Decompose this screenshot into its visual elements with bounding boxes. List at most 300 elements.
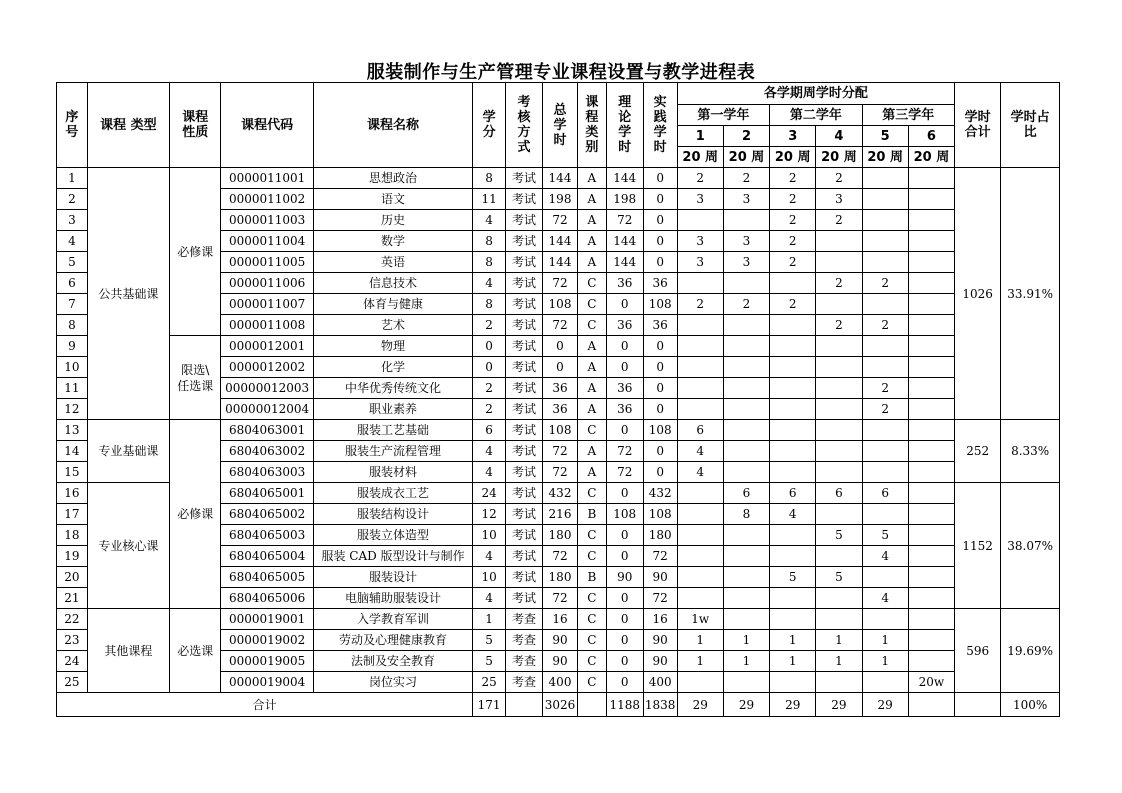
course-name: 中华优秀传统文化 <box>313 378 472 399</box>
row-seq: 7 <box>57 294 88 315</box>
semester-hours <box>908 231 954 252</box>
header-hours-sum: 学时 合计 <box>955 83 1001 168</box>
table-body <box>57 168 1060 717</box>
header-ratio: 学时占 比 <box>1001 83 1060 168</box>
header-theory: 理 论 学 时 <box>606 83 643 168</box>
course-total-hours: 108 <box>543 294 578 315</box>
course-practice-hours: 0 <box>643 336 677 357</box>
row-seq: 23 <box>57 630 88 651</box>
course-credit: 5 <box>473 630 506 651</box>
course-nature-cell: 必修课 <box>170 420 221 609</box>
course-total-hours: 72 <box>543 210 578 231</box>
semester-hours: 2 <box>816 210 862 231</box>
page-title: 服装制作与生产管理专业课程设置与教学进程表 <box>366 62 756 83</box>
course-code: 0000011007 <box>221 294 313 315</box>
course-category: C <box>577 651 606 672</box>
semester-hours <box>677 672 723 693</box>
header-credit: 学 分 <box>473 83 506 168</box>
row-seq: 11 <box>57 378 88 399</box>
semester-hours: 6 <box>816 483 862 504</box>
semester-hours: 2 <box>862 378 908 399</box>
semester-hours <box>723 357 769 378</box>
course-name: 物理 <box>313 336 472 357</box>
table-row <box>57 420 1060 441</box>
course-credit: 4 <box>473 546 506 567</box>
course-practice-hours: 108 <box>643 504 677 525</box>
course-practice-hours: 400 <box>643 672 677 693</box>
course-practice-hours: 72 <box>643 588 677 609</box>
course-category: C <box>577 546 606 567</box>
course-practice-hours: 36 <box>643 315 677 336</box>
course-credit: 24 <box>473 483 506 504</box>
header-semester: 2 <box>723 126 769 147</box>
semester-hours: 3 <box>816 189 862 210</box>
course-theory-hours: 0 <box>606 483 643 504</box>
course-credit: 4 <box>473 210 506 231</box>
course-code: 0000011003 <box>221 210 313 231</box>
course-name: 服装设计 <box>313 567 472 588</box>
semester-hours: 3 <box>723 189 769 210</box>
course-name: 化学 <box>313 357 472 378</box>
semester-hours <box>770 525 816 546</box>
header-semester-title: 各学期周学时分配 <box>677 83 954 105</box>
course-category: C <box>577 672 606 693</box>
course-theory-hours: 144 <box>606 231 643 252</box>
semester-hours: 3 <box>677 231 723 252</box>
header-weeks: 20 周 <box>770 147 816 168</box>
course-exam: 考试 <box>506 588 543 609</box>
semester-hours <box>677 546 723 567</box>
course-practice-hours: 108 <box>643 294 677 315</box>
course-credit: 4 <box>473 273 506 294</box>
semester-hours <box>908 483 954 504</box>
course-code: 0000011005 <box>221 252 313 273</box>
semester-hours: 1 <box>816 651 862 672</box>
semester-hours: 1 <box>862 651 908 672</box>
course-name: 职业素养 <box>313 399 472 420</box>
total-semester-hours: 29 <box>770 693 816 717</box>
semester-hours <box>908 273 954 294</box>
semester-hours: 6 <box>862 483 908 504</box>
course-name: 体育与健康 <box>313 294 472 315</box>
semester-hours <box>908 420 954 441</box>
semester-hours <box>908 315 954 336</box>
semester-hours <box>908 168 954 189</box>
course-total-hours: 198 <box>543 189 578 210</box>
header-semester: 6 <box>908 126 954 147</box>
semester-hours <box>862 357 908 378</box>
semester-hours <box>862 672 908 693</box>
semester-hours <box>677 525 723 546</box>
semester-hours: 5 <box>816 525 862 546</box>
course-name: 劳动及心理健康教育 <box>313 630 472 651</box>
course-exam: 考试 <box>506 252 543 273</box>
semester-hours: 2 <box>816 315 862 336</box>
course-name: 电脑辅助服装设计 <box>313 588 472 609</box>
course-code: 0000019005 <box>221 651 313 672</box>
course-theory-hours: 72 <box>606 210 643 231</box>
semester-hours <box>723 336 769 357</box>
group-hours-sum: 1026 <box>955 168 1001 420</box>
row-seq: 21 <box>57 588 88 609</box>
semester-hours: 4 <box>862 546 908 567</box>
semester-hours <box>677 567 723 588</box>
semester-hours <box>770 378 816 399</box>
total-hours: 3026 <box>543 693 578 717</box>
semester-hours <box>862 294 908 315</box>
course-name: 英语 <box>313 252 472 273</box>
total-semester-hours <box>908 693 954 717</box>
semester-hours <box>908 378 954 399</box>
semester-hours <box>908 504 954 525</box>
semester-hours <box>908 630 954 651</box>
course-exam: 考试 <box>506 294 543 315</box>
course-category: A <box>577 210 606 231</box>
header-weeks: 20 周 <box>816 147 862 168</box>
total-hours-sum <box>955 693 1001 717</box>
semester-hours: 1 <box>723 630 769 651</box>
course-name: 服装工艺基础 <box>313 420 472 441</box>
semester-hours <box>908 399 954 420</box>
course-credit: 4 <box>473 441 506 462</box>
semester-hours: 20w <box>908 672 954 693</box>
semester-hours: 2 <box>677 168 723 189</box>
course-theory-hours: 0 <box>606 336 643 357</box>
semester-hours <box>723 567 769 588</box>
semester-hours <box>816 588 862 609</box>
semester-hours <box>862 168 908 189</box>
course-code: 0000012001 <box>221 336 313 357</box>
course-name: 思想政治 <box>313 168 472 189</box>
semester-hours: 5 <box>816 567 862 588</box>
course-name: 服装生产流程管理 <box>313 441 472 462</box>
row-seq: 3 <box>57 210 88 231</box>
course-total-hours: 144 <box>543 168 578 189</box>
course-exam: 考查 <box>506 672 543 693</box>
course-total-hours: 108 <box>543 420 578 441</box>
semester-hours <box>862 189 908 210</box>
semester-hours: 1 <box>770 651 816 672</box>
course-name: 服装结构设计 <box>313 504 472 525</box>
semester-hours: 2 <box>862 315 908 336</box>
semester-hours <box>723 525 769 546</box>
semester-hours <box>908 189 954 210</box>
semester-hours <box>770 315 816 336</box>
course-theory-hours: 0 <box>606 420 643 441</box>
row-seq: 13 <box>57 420 88 441</box>
course-total-hours: 0 <box>543 357 578 378</box>
course-category: C <box>577 315 606 336</box>
header-seq: 序 号 <box>57 83 88 168</box>
header-semester: 1 <box>677 126 723 147</box>
course-total-hours: 180 <box>543 525 578 546</box>
course-name: 服装成衣工艺 <box>313 483 472 504</box>
semester-hours: 4 <box>677 462 723 483</box>
semester-hours: 1 <box>723 651 769 672</box>
semester-hours <box>723 399 769 420</box>
course-category: C <box>577 273 606 294</box>
semester-hours: 2 <box>723 294 769 315</box>
course-practice-hours: 180 <box>643 525 677 546</box>
row-seq: 10 <box>57 357 88 378</box>
header-weeks: 20 周 <box>723 147 769 168</box>
course-practice-hours: 0 <box>643 462 677 483</box>
course-group-cell: 公共基础课 <box>87 168 169 420</box>
course-code: 0000011004 <box>221 231 313 252</box>
course-exam: 考试 <box>506 546 543 567</box>
total-practice: 1838 <box>643 693 677 717</box>
course-total-hours: 72 <box>543 273 578 294</box>
semester-hours: 5 <box>770 567 816 588</box>
course-total-hours: 90 <box>543 630 578 651</box>
table-row <box>57 336 1060 357</box>
course-credit: 8 <box>473 231 506 252</box>
semester-hours: 4 <box>677 441 723 462</box>
semester-hours: 2 <box>723 168 769 189</box>
header-weeks: 20 周 <box>862 147 908 168</box>
course-exam: 考查 <box>506 651 543 672</box>
course-practice-hours: 108 <box>643 420 677 441</box>
semester-hours <box>862 462 908 483</box>
course-name: 法制及安全教育 <box>313 651 472 672</box>
course-theory-hours: 90 <box>606 567 643 588</box>
course-name: 服装立体造型 <box>313 525 472 546</box>
semester-hours <box>723 210 769 231</box>
course-practice-hours: 0 <box>643 189 677 210</box>
semester-hours <box>862 441 908 462</box>
total-credit: 171 <box>473 693 506 717</box>
header-nature: 课程 性质 <box>170 83 221 168</box>
course-theory-hours: 0 <box>606 588 643 609</box>
semester-hours: 1 <box>770 630 816 651</box>
course-exam: 考查 <box>506 609 543 630</box>
course-plan-table <box>56 82 1060 717</box>
semester-hours <box>677 336 723 357</box>
course-practice-hours: 72 <box>643 546 677 567</box>
semester-hours <box>770 399 816 420</box>
total-semester-hours: 29 <box>677 693 723 717</box>
header-weeks: 20 周 <box>908 147 954 168</box>
course-category: C <box>577 483 606 504</box>
header-exam: 考 核 方 式 <box>506 83 543 168</box>
course-theory-hours: 72 <box>606 462 643 483</box>
header-category: 课 程 类 别 <box>577 83 606 168</box>
course-name: 服装材料 <box>313 462 472 483</box>
course-code: 0000011006 <box>221 273 313 294</box>
semester-hours: 3 <box>677 189 723 210</box>
semester-hours <box>770 462 816 483</box>
semester-hours: 1 <box>677 630 723 651</box>
course-total-hours: 72 <box>543 315 578 336</box>
row-seq: 9 <box>57 336 88 357</box>
course-theory-hours: 0 <box>606 672 643 693</box>
semester-hours <box>816 399 862 420</box>
semester-hours: 2 <box>862 273 908 294</box>
row-seq: 16 <box>57 483 88 504</box>
semester-hours: 5 <box>862 525 908 546</box>
semester-hours: 1 <box>816 630 862 651</box>
row-seq: 19 <box>57 546 88 567</box>
course-theory-hours: 36 <box>606 273 643 294</box>
course-theory-hours: 0 <box>606 630 643 651</box>
semester-hours <box>908 357 954 378</box>
course-group-cell: 专业基础课 <box>87 420 169 483</box>
course-exam: 考试 <box>506 462 543 483</box>
course-category: A <box>577 378 606 399</box>
row-seq: 6 <box>57 273 88 294</box>
course-practice-hours: 36 <box>643 273 677 294</box>
course-theory-hours: 0 <box>606 651 643 672</box>
table-row <box>57 609 1060 630</box>
course-theory-hours: 0 <box>606 609 643 630</box>
header-year-1: 第一学年 <box>677 105 769 126</box>
course-credit: 5 <box>473 651 506 672</box>
header-year-3: 第三学年 <box>862 105 954 126</box>
semester-hours: 6 <box>677 420 723 441</box>
row-seq: 8 <box>57 315 88 336</box>
course-group-cell: 其他课程 <box>87 609 169 693</box>
course-credit: 8 <box>473 168 506 189</box>
semester-hours: 2 <box>770 189 816 210</box>
course-code: 00000012003 <box>221 378 313 399</box>
course-practice-hours: 90 <box>643 567 677 588</box>
total-semester-hours: 29 <box>816 693 862 717</box>
group-hours-ratio: 38.07% <box>1001 483 1060 609</box>
group-hours-ratio: 33.91% <box>1001 168 1060 420</box>
semester-hours <box>816 609 862 630</box>
course-exam: 考试 <box>506 231 543 252</box>
course-total-hours: 72 <box>543 462 578 483</box>
course-name: 语文 <box>313 189 472 210</box>
course-code: 0000011002 <box>221 189 313 210</box>
row-seq: 18 <box>57 525 88 546</box>
course-credit: 4 <box>473 588 506 609</box>
course-theory-hours: 0 <box>606 525 643 546</box>
semester-hours: 2 <box>770 168 816 189</box>
semester-hours <box>677 315 723 336</box>
header-semester: 3 <box>770 126 816 147</box>
course-exam: 考试 <box>506 399 543 420</box>
course-exam: 考试 <box>506 210 543 231</box>
semester-hours <box>770 336 816 357</box>
group-hours-ratio: 19.69% <box>1001 609 1060 693</box>
course-exam: 考试 <box>506 273 543 294</box>
semester-hours <box>677 378 723 399</box>
total-semester-hours: 29 <box>723 693 769 717</box>
course-exam: 考试 <box>506 168 543 189</box>
course-theory-hours: 36 <box>606 378 643 399</box>
course-practice-hours: 432 <box>643 483 677 504</box>
course-code: 0000011001 <box>221 168 313 189</box>
course-credit: 12 <box>473 504 506 525</box>
semester-hours <box>816 504 862 525</box>
course-credit: 8 <box>473 294 506 315</box>
semester-hours <box>862 609 908 630</box>
course-theory-hours: 36 <box>606 315 643 336</box>
semester-hours: 2 <box>816 273 862 294</box>
semester-hours <box>770 420 816 441</box>
course-total-hours: 0 <box>543 336 578 357</box>
course-code: 6804065006 <box>221 588 313 609</box>
course-code: 0000011008 <box>221 315 313 336</box>
course-practice-hours: 0 <box>643 378 677 399</box>
course-name: 服装 CAD 版型设计与制作 <box>313 546 472 567</box>
course-name: 信息技术 <box>313 273 472 294</box>
semester-hours: 2 <box>770 294 816 315</box>
course-name: 历史 <box>313 210 472 231</box>
course-credit: 6 <box>473 420 506 441</box>
course-practice-hours: 0 <box>643 210 677 231</box>
semester-hours <box>862 336 908 357</box>
semester-hours <box>816 231 862 252</box>
course-nature-cell: 必选课 <box>170 609 221 693</box>
course-category: A <box>577 399 606 420</box>
header-total-hours: 总 学 时 <box>543 83 578 168</box>
table-header <box>57 83 1060 168</box>
course-exam: 考查 <box>506 630 543 651</box>
course-category: A <box>577 189 606 210</box>
course-category: C <box>577 588 606 609</box>
semester-hours <box>908 462 954 483</box>
semester-hours <box>677 399 723 420</box>
semester-hours <box>908 609 954 630</box>
semester-hours: 3 <box>677 252 723 273</box>
semester-hours <box>908 294 954 315</box>
semester-hours: 1 <box>862 630 908 651</box>
semester-hours <box>908 651 954 672</box>
semester-hours <box>816 357 862 378</box>
total-exam <box>506 693 543 717</box>
semester-hours <box>908 525 954 546</box>
semester-hours <box>770 546 816 567</box>
course-theory-hours: 0 <box>606 357 643 378</box>
course-credit: 2 <box>473 378 506 399</box>
semester-hours <box>862 231 908 252</box>
semester-hours: 4 <box>770 504 816 525</box>
semester-hours: 3 <box>723 252 769 273</box>
course-code: 0000012002 <box>221 357 313 378</box>
semester-hours <box>816 336 862 357</box>
course-code: 0000019001 <box>221 609 313 630</box>
semester-hours <box>677 504 723 525</box>
course-category: A <box>577 441 606 462</box>
course-theory-hours: 72 <box>606 441 643 462</box>
row-seq: 14 <box>57 441 88 462</box>
course-code: 0000019002 <box>221 630 313 651</box>
course-category: A <box>577 168 606 189</box>
semester-hours <box>723 441 769 462</box>
course-total-hours: 36 <box>543 399 578 420</box>
semester-hours <box>770 273 816 294</box>
semester-hours <box>908 210 954 231</box>
course-total-hours: 72 <box>543 588 578 609</box>
semester-hours: 1w <box>677 609 723 630</box>
semester-hours <box>723 546 769 567</box>
semester-hours: 2 <box>770 210 816 231</box>
row-seq: 25 <box>57 672 88 693</box>
course-practice-hours: 90 <box>643 651 677 672</box>
course-code: 6804063001 <box>221 420 313 441</box>
course-exam: 考试 <box>506 504 543 525</box>
course-category: A <box>577 336 606 357</box>
row-seq: 15 <box>57 462 88 483</box>
semester-hours <box>770 441 816 462</box>
course-total-hours: 36 <box>543 378 578 399</box>
course-practice-hours: 90 <box>643 630 677 651</box>
course-category: C <box>577 630 606 651</box>
header-weeks: 20 周 <box>677 147 723 168</box>
header-semester: 4 <box>816 126 862 147</box>
